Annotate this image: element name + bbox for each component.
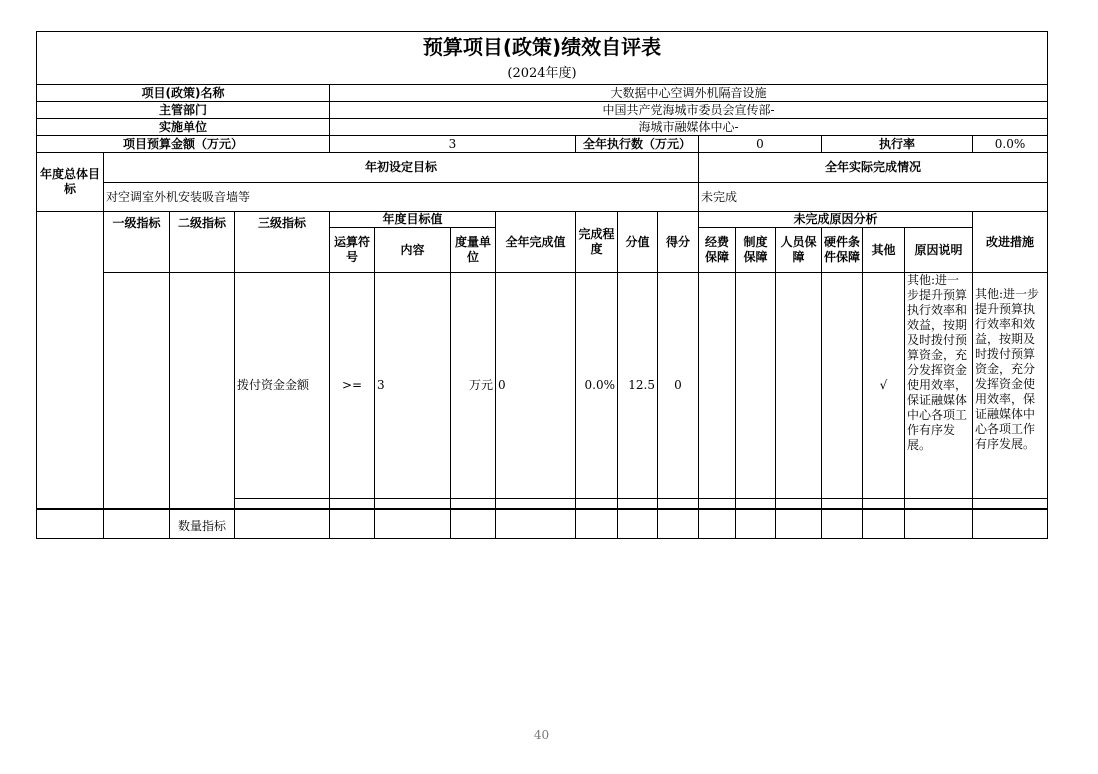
next-row-cell: [905, 499, 973, 539]
unit-value: 万元: [451, 273, 496, 499]
next-row-cell: [822, 499, 863, 539]
improvement-header: 改进措施: [973, 212, 1048, 273]
next-row-cell: [736, 499, 776, 539]
next-row-cell: [451, 499, 496, 539]
level2-value: 数量指标: [170, 273, 235, 539]
budget-amount-value: 3: [330, 136, 576, 153]
level3-header: 三级指标: [235, 212, 330, 273]
system-header: 制度保障: [736, 228, 776, 273]
execution-amount-label: 全年执行数（万元）: [576, 136, 699, 153]
reason-note-value: 其他:进一步提升预算执行效率和效益，按期及时拨付预算资金，充分发挥资金使用效率，保证融媒体中心各项工作有序发展。: [905, 273, 973, 499]
department-value: 中国共产党海城市委员会宣传部-: [330, 102, 1048, 119]
level2-header: 二级指标: [170, 212, 235, 273]
other-header: 其他: [863, 228, 905, 273]
content-value: 3: [375, 273, 451, 499]
next-row-cell: [375, 499, 451, 539]
completed-value: 0: [496, 273, 576, 499]
implementing-unit-value: 海城市融媒体中心-: [330, 119, 1048, 136]
content-header: 内容: [375, 228, 451, 273]
execution-rate-value: 0.0%: [973, 136, 1048, 153]
completed-value-header: 全年完成值: [496, 212, 576, 273]
annual-goal-label: 年度总体目标: [37, 153, 104, 212]
evaluation-sheet: [36, 31, 1047, 533]
initial-goal-header: 年初设定目标: [104, 153, 699, 183]
funding-value: [699, 273, 736, 499]
next-row-cell: [863, 499, 905, 539]
project-name-value: 大数据中心空调外机隔音设施: [330, 85, 1048, 102]
next-row-cell: [973, 499, 1048, 539]
department-label: 主管部门: [37, 102, 330, 119]
level1-value: [104, 273, 170, 539]
weight-header: 分值: [618, 212, 658, 273]
next-row-cell: [330, 499, 375, 539]
level1-header: 一级指标: [104, 212, 170, 273]
level3-value: 拨付资金金额: [235, 273, 330, 499]
next-row-cell: [699, 499, 736, 539]
other-check-value: √: [863, 273, 905, 499]
execution-amount-value: 0: [699, 136, 822, 153]
score-value: 0: [658, 273, 699, 499]
target-value-group-header: 年度目标值: [330, 212, 496, 228]
actual-completion-header: 全年实际完成情况: [699, 153, 1048, 183]
report-year: (2024年度): [37, 62, 1048, 85]
system-value: [736, 273, 776, 499]
score-header: 得分: [658, 212, 699, 273]
actual-completion-value: 未完成: [699, 183, 1048, 212]
budget-amount-label: 项目预算金额（万元）: [37, 136, 330, 153]
hardware-value: [822, 273, 863, 499]
next-row-cell: [496, 499, 576, 539]
page-title: 预算项目(政策)绩效自评表: [37, 32, 1048, 63]
completion-degree-value: 0.0%: [576, 273, 618, 499]
funding-header: 经费保障: [699, 228, 736, 273]
next-row-cell: [776, 499, 822, 539]
implementing-unit-label: 实施单位: [37, 119, 330, 136]
hardware-header: 硬件条件保障: [822, 228, 863, 273]
unit-header: 度量单位: [451, 228, 496, 273]
completion-degree-header: 完成程度: [576, 212, 618, 273]
initial-goal-value: 对空调室外机安装吸音墙等: [104, 183, 699, 212]
incomplete-reason-group-header: 未完成原因分析: [699, 212, 973, 228]
operator-header: 运算符号: [330, 228, 375, 273]
next-row-cell: [658, 499, 699, 539]
personnel-header: 人员保障: [776, 228, 822, 273]
project-name-label: 项目(政策)名称: [37, 85, 330, 102]
personnel-value: [776, 273, 822, 499]
weight-value: 12.5: [618, 273, 658, 499]
indicator-section-blank: [37, 212, 104, 539]
page-number: 40: [533, 728, 550, 742]
next-row-cell: [235, 499, 330, 539]
reason-note-header: 原因说明: [905, 228, 973, 273]
next-row-cell: [618, 499, 658, 539]
next-row-cell: [576, 499, 618, 539]
improvement-value: 其他:进一步提升预算执行效率和效益，按期及时拨付预算资金，充分发挥资金使用效率，保证融媒体中心各项工作有序发展。: [973, 273, 1048, 499]
execution-rate-label: 执行率: [822, 136, 973, 153]
evaluation-table: [36, 31, 1048, 539]
operator-value: >=: [330, 273, 375, 499]
